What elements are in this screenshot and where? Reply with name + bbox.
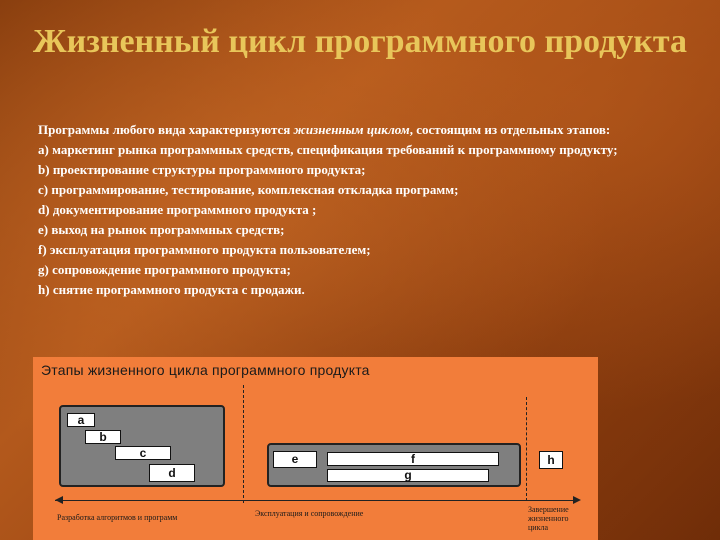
timeline-arrow-left: [55, 496, 63, 504]
stage-bar-d: d: [149, 464, 195, 482]
list-item-text: эксплуатация программного продукта пользователем;: [46, 242, 371, 257]
phase-divider: [526, 397, 527, 501]
list-item-text: программирование, тестирование, комплексная откладка программ;: [48, 182, 459, 197]
phase-divider: [243, 385, 244, 503]
list-item: [38, 202, 688, 218]
intro-paragraph: [38, 122, 688, 138]
stage-bar-h: h: [539, 451, 563, 469]
list-item-text: проектирование структуры программного продукта;: [49, 162, 366, 177]
slide-body: [38, 122, 688, 302]
stage-bar-g: g: [327, 469, 489, 482]
list-item: [38, 182, 688, 198]
list-item: [38, 242, 688, 258]
caption-end-line: жизненного: [528, 514, 569, 523]
list-item-letter: e): [38, 222, 49, 237]
list-item: [38, 282, 688, 298]
intro-text-end: , состоящим из отдельных этапов:: [409, 122, 611, 137]
list-item: [38, 262, 688, 278]
lifecycle-diagram: [33, 357, 598, 540]
list-item-text: выход на рынок программных средств;: [48, 222, 285, 237]
list-item: [38, 162, 688, 178]
stage-bar-c: c: [115, 446, 171, 460]
caption-end-line: цикла: [528, 523, 548, 532]
list-item-letter: d): [38, 202, 50, 217]
list-item-text: сопровождение программного продукта;: [48, 262, 291, 277]
list-item-letter: g): [38, 262, 49, 277]
list-item: [38, 222, 688, 238]
list-item-letter: c): [38, 182, 49, 197]
timeline-arrow-right: [573, 496, 581, 504]
stage-bar-a: a: [67, 413, 95, 427]
diagram-title: Этапы жизненного цикла программного продукта: [41, 362, 370, 378]
caption-end: [528, 505, 569, 532]
list-item-letter: a): [38, 142, 49, 157]
list-item: [38, 142, 688, 158]
timeline-axis: [55, 500, 575, 501]
intro-text: Программы любого вида характеризуются: [38, 122, 294, 137]
caption-end-line: Завершение: [528, 505, 569, 514]
list-item-letter: b): [38, 162, 50, 177]
stage-bar-b: b: [85, 430, 121, 444]
list-item-text: документирование программного продукта ;: [49, 202, 317, 217]
list-item-letter: f): [38, 242, 47, 257]
list-item-letter: h): [38, 282, 50, 297]
caption-operation: Эксплуатация и сопровождение: [255, 509, 364, 518]
slide-title: Жизненный цикл программного продукта: [33, 23, 687, 60]
caption-development: Разработка алгоритмов и программ: [57, 513, 178, 522]
list-item-text: снятие программного продукта с продажи.: [49, 282, 305, 297]
list-item-text: маркетинг рынка программных средств, спецификация требований к программному продукту;: [48, 142, 618, 157]
stage-bar-e: e: [273, 451, 317, 468]
intro-emphasis: жизненным циклом: [293, 122, 410, 137]
stage-bar-f: f: [327, 452, 499, 466]
